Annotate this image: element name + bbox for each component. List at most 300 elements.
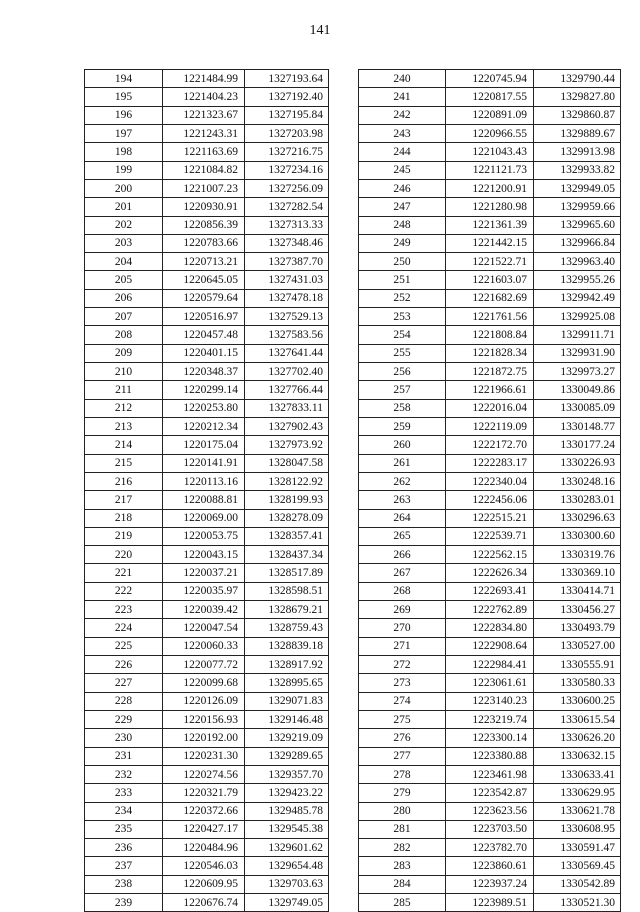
y-coordinate-cell: 1330414.71 [534,582,621,600]
y-coordinate-cell: 1330621.78 [534,802,621,820]
table-row [85,637,329,655]
point-number-cell: 238 [85,875,163,893]
table-row [359,839,621,857]
point-number-cell: 204 [85,253,163,271]
y-coordinate-cell: 1328917.92 [245,656,329,674]
x-coordinate-cell: 1221361.39 [446,216,534,234]
x-coordinate-cell: 1221442.15 [446,234,534,252]
point-number-cell: 270 [359,619,446,637]
x-coordinate-cell: 1220609.95 [163,875,245,893]
table-row [85,564,329,582]
y-coordinate-cell: 1330600.25 [534,692,621,710]
x-coordinate-cell: 1223542.87 [446,784,534,802]
y-coordinate-cell: 1327313.33 [245,216,329,234]
x-coordinate-cell: 1221872.75 [446,363,534,381]
point-number-cell: 205 [85,271,163,289]
x-coordinate-cell: 1223461.98 [446,765,534,783]
point-number-cell: 276 [359,729,446,747]
x-coordinate-cell: 1222119.09 [446,417,534,435]
y-coordinate-cell: 1329911.71 [534,326,621,344]
table-row [85,747,329,765]
x-coordinate-cell: 1221828.34 [446,344,534,362]
y-coordinate-cell: 1330629.95 [534,784,621,802]
point-number-cell: 275 [359,710,446,728]
y-coordinate-cell: 1329933.82 [534,161,621,179]
y-coordinate-cell: 1329146.48 [245,710,329,728]
x-coordinate-cell: 1222626.34 [446,564,534,582]
x-coordinate-cell: 1222016.04 [446,399,534,417]
x-coordinate-cell: 1220037.21 [163,564,245,582]
point-number-cell: 216 [85,472,163,490]
table-row [85,820,329,838]
x-coordinate-cell: 1223937.24 [446,875,534,893]
point-number-cell: 218 [85,509,163,527]
y-coordinate-cell: 1328598.51 [245,582,329,600]
y-coordinate-cell: 1327478.18 [245,289,329,307]
table-row [85,198,329,216]
x-coordinate-cell: 1222762.89 [446,601,534,619]
table-row [359,216,621,234]
x-coordinate-cell: 1223300.14 [446,729,534,747]
x-coordinate-cell: 1223860.61 [446,857,534,875]
y-coordinate-cell: 1329889.67 [534,124,621,142]
point-number-cell: 201 [85,198,163,216]
x-coordinate-cell: 1221043.43 [446,143,534,161]
x-coordinate-cell: 1222562.15 [446,546,534,564]
table-row [85,601,329,619]
point-number-cell: 267 [359,564,446,582]
point-number-cell: 222 [85,582,163,600]
table-row [359,674,621,692]
table-row [359,234,621,252]
point-number-cell: 234 [85,802,163,820]
point-number-cell: 242 [359,106,446,124]
point-number-cell: 220 [85,546,163,564]
y-coordinate-cell: 1328995.65 [245,674,329,692]
table-row [85,161,329,179]
x-coordinate-cell: 1220113.16 [163,472,245,490]
table-row [359,70,621,88]
point-number-cell: 217 [85,491,163,509]
point-number-cell: 280 [359,802,446,820]
y-coordinate-cell: 1330521.30 [534,894,621,912]
table-row [85,582,329,600]
table-row [359,784,621,802]
x-coordinate-cell: 1222984.41 [446,656,534,674]
x-coordinate-cell: 1220035.97 [163,582,245,600]
y-coordinate-cell: 1329289.65 [245,747,329,765]
y-coordinate-cell: 1328122.92 [245,472,329,490]
x-coordinate-cell: 1220856.39 [163,216,245,234]
table-row [85,253,329,271]
table-row [359,308,621,326]
y-coordinate-cell: 1330632.15 [534,747,621,765]
point-number-cell: 272 [359,656,446,674]
table-row [85,124,329,142]
table-row [359,527,621,545]
y-coordinate-cell: 1330542.89 [534,875,621,893]
point-number-cell: 251 [359,271,446,289]
x-coordinate-cell: 1223782.70 [446,839,534,857]
y-coordinate-cell: 1329827.80 [534,88,621,106]
point-number-cell: 206 [85,289,163,307]
x-coordinate-cell: 1221084.82 [163,161,245,179]
point-number-cell: 211 [85,381,163,399]
x-coordinate-cell: 1220053.75 [163,527,245,545]
table-row [85,88,329,106]
y-coordinate-cell: 1329973.27 [534,363,621,381]
x-coordinate-cell: 1221522.71 [446,253,534,271]
point-number-cell: 202 [85,216,163,234]
table-row [359,710,621,728]
table-row [85,710,329,728]
y-coordinate-cell: 1327195.84 [245,106,329,124]
table-row [359,417,621,435]
point-number-cell: 261 [359,454,446,472]
table-row [359,875,621,893]
point-number-cell: 271 [359,637,446,655]
x-coordinate-cell: 1221323.67 [163,106,245,124]
point-number-cell: 248 [359,216,446,234]
table-row [359,399,621,417]
table-row [359,509,621,527]
y-coordinate-cell: 1330226.93 [534,454,621,472]
x-coordinate-cell: 1220891.09 [446,106,534,124]
point-number-cell: 235 [85,820,163,838]
point-number-cell: 258 [359,399,446,417]
table-row [85,619,329,637]
point-number-cell: 253 [359,308,446,326]
x-coordinate-cell: 1221163.69 [163,143,245,161]
y-coordinate-cell: 1330177.24 [534,436,621,454]
x-coordinate-cell: 1220047.54 [163,619,245,637]
x-coordinate-cell: 1220299.14 [163,381,245,399]
point-number-cell: 268 [359,582,446,600]
y-coordinate-cell: 1327529.13 [245,308,329,326]
y-coordinate-cell: 1330527.00 [534,637,621,655]
point-number-cell: 208 [85,326,163,344]
x-coordinate-cell: 1223380.88 [446,747,534,765]
y-coordinate-cell: 1328759.43 [245,619,329,637]
y-coordinate-cell: 1329545.38 [245,820,329,838]
point-number-cell: 254 [359,326,446,344]
point-number-cell: 262 [359,472,446,490]
table-row [359,179,621,197]
y-coordinate-cell: 1327348.46 [245,234,329,252]
point-number-cell: 214 [85,436,163,454]
point-number-cell: 213 [85,417,163,435]
point-number-cell: 247 [359,198,446,216]
point-number-cell: 278 [359,765,446,783]
table-row [359,472,621,490]
table-row [85,656,329,674]
y-coordinate-cell: 1327193.64 [245,70,329,88]
y-coordinate-cell: 1327192.40 [245,88,329,106]
x-coordinate-cell: 1220156.93 [163,710,245,728]
point-number-cell: 255 [359,344,446,362]
point-number-cell: 212 [85,399,163,417]
y-coordinate-cell: 1329942.49 [534,289,621,307]
y-coordinate-cell: 1330555.91 [534,656,621,674]
x-coordinate-cell: 1220126.09 [163,692,245,710]
point-number-cell: 269 [359,601,446,619]
y-coordinate-cell: 1330626.20 [534,729,621,747]
x-coordinate-cell: 1220069.00 [163,509,245,527]
table-row [359,326,621,344]
x-coordinate-cell: 1220579.64 [163,289,245,307]
y-coordinate-cell: 1327902.43 [245,417,329,435]
point-number-cell: 241 [359,88,446,106]
y-coordinate-cell: 1327431.03 [245,271,329,289]
point-number-cell: 197 [85,124,163,142]
table-row [85,417,329,435]
table-row [85,472,329,490]
y-coordinate-cell: 1329931.90 [534,344,621,362]
table-row [85,454,329,472]
table-row [359,857,621,875]
x-coordinate-cell: 1221404.23 [163,88,245,106]
table-row [359,88,621,106]
point-number-cell: 223 [85,601,163,619]
table-row [85,308,329,326]
x-coordinate-cell: 1221966.61 [446,381,534,399]
point-number-cell: 229 [85,710,163,728]
y-coordinate-cell: 1327766.44 [245,381,329,399]
x-coordinate-cell: 1220713.21 [163,253,245,271]
y-coordinate-cell: 1327583.56 [245,326,329,344]
y-coordinate-cell: 1327702.40 [245,363,329,381]
point-number-cell: 274 [359,692,446,710]
y-coordinate-cell: 1329790.44 [534,70,621,88]
point-number-cell: 231 [85,747,163,765]
y-coordinate-cell: 1327387.70 [245,253,329,271]
table-row [85,381,329,399]
y-coordinate-cell: 1327234.16 [245,161,329,179]
table-row [359,564,621,582]
y-coordinate-cell: 1328047.58 [245,454,329,472]
x-coordinate-cell: 1221007.23 [163,179,245,197]
y-coordinate-cell: 1328278.09 [245,509,329,527]
x-coordinate-cell: 1221243.31 [163,124,245,142]
table-row [359,802,621,820]
y-coordinate-cell: 1328357.41 [245,527,329,545]
x-coordinate-cell: 1222834.80 [446,619,534,637]
table-row [359,271,621,289]
x-coordinate-cell: 1223623.56 [446,802,534,820]
y-coordinate-cell: 1330369.10 [534,564,621,582]
point-number-cell: 195 [85,88,163,106]
coordinates-table-left [84,69,329,912]
y-coordinate-cell: 1328199.93 [245,491,329,509]
point-number-cell: 239 [85,894,163,912]
x-coordinate-cell: 1220099.68 [163,674,245,692]
point-number-cell: 273 [359,674,446,692]
table-row [359,363,621,381]
table-row [359,491,621,509]
x-coordinate-cell: 1220077.72 [163,656,245,674]
point-number-cell: 257 [359,381,446,399]
table-row [85,106,329,124]
table-row [85,234,329,252]
table-row [359,747,621,765]
x-coordinate-cell: 1220039.42 [163,601,245,619]
point-number-cell: 224 [85,619,163,637]
x-coordinate-cell: 1222908.64 [446,637,534,655]
point-number-cell: 200 [85,179,163,197]
y-coordinate-cell: 1329925.08 [534,308,621,326]
y-coordinate-cell: 1329965.60 [534,216,621,234]
x-coordinate-cell: 1220676.74 [163,894,245,912]
table-row [85,692,329,710]
point-number-cell: 207 [85,308,163,326]
y-coordinate-cell: 1329423.22 [245,784,329,802]
y-coordinate-cell: 1329963.40 [534,253,621,271]
x-coordinate-cell: 1221682.69 [446,289,534,307]
y-coordinate-cell: 1330319.76 [534,546,621,564]
y-coordinate-cell: 1330456.27 [534,601,621,619]
x-coordinate-cell: 1220212.34 [163,417,245,435]
table-row [359,692,621,710]
y-coordinate-cell: 1330569.45 [534,857,621,875]
x-coordinate-cell: 1221280.98 [446,198,534,216]
y-coordinate-cell: 1329949.05 [534,179,621,197]
y-coordinate-cell: 1330633.41 [534,765,621,783]
table-row [85,344,329,362]
table-row [85,765,329,783]
point-number-cell: 227 [85,674,163,692]
table-row [359,729,621,747]
y-coordinate-cell: 1328679.21 [245,601,329,619]
x-coordinate-cell: 1220930.91 [163,198,245,216]
point-number-cell: 264 [359,509,446,527]
y-coordinate-cell: 1330296.63 [534,509,621,527]
point-number-cell: 232 [85,765,163,783]
x-coordinate-cell: 1223061.61 [446,674,534,692]
y-coordinate-cell: 1330283.01 [534,491,621,509]
table-row [85,509,329,527]
y-coordinate-cell: 1329219.09 [245,729,329,747]
table-row [359,344,621,362]
table-row [85,363,329,381]
x-coordinate-cell: 1222456.06 [446,491,534,509]
point-number-cell: 250 [359,253,446,271]
table-row [85,436,329,454]
x-coordinate-cell: 1220484.96 [163,839,245,857]
table-row [359,161,621,179]
table-row [85,289,329,307]
y-coordinate-cell: 1330608.95 [534,820,621,838]
x-coordinate-cell: 1220192.00 [163,729,245,747]
y-coordinate-cell: 1328437.34 [245,546,329,564]
table-row [85,399,329,417]
y-coordinate-cell: 1329955.26 [534,271,621,289]
table-row [359,106,621,124]
point-number-cell: 221 [85,564,163,582]
x-coordinate-cell: 1221121.73 [446,161,534,179]
x-coordinate-cell: 1222283.17 [446,454,534,472]
table-row [359,198,621,216]
x-coordinate-cell: 1220060.33 [163,637,245,655]
y-coordinate-cell: 1330493.79 [534,619,621,637]
y-coordinate-cell: 1329966.84 [534,234,621,252]
y-coordinate-cell: 1329959.66 [534,198,621,216]
point-number-cell: 228 [85,692,163,710]
y-coordinate-cell: 1329485.78 [245,802,329,820]
point-number-cell: 266 [359,546,446,564]
point-number-cell: 256 [359,363,446,381]
table-row [359,143,621,161]
point-number-cell: 260 [359,436,446,454]
x-coordinate-cell: 1221200.91 [446,179,534,197]
point-number-cell: 259 [359,417,446,435]
page-number: 141 [309,23,331,38]
table-row [85,326,329,344]
x-coordinate-cell: 1223703.50 [446,820,534,838]
point-number-cell: 279 [359,784,446,802]
y-coordinate-cell: 1329703.63 [245,875,329,893]
x-coordinate-cell: 1220321.79 [163,784,245,802]
table-row [359,436,621,454]
point-number-cell: 237 [85,857,163,875]
table-row [359,820,621,838]
y-coordinate-cell: 1329913.98 [534,143,621,161]
x-coordinate-cell: 1220253.80 [163,399,245,417]
table-row [85,216,329,234]
y-coordinate-cell: 1329357.70 [245,765,329,783]
y-coordinate-cell: 1330248.16 [534,472,621,490]
x-coordinate-cell: 1220043.15 [163,546,245,564]
point-number-cell: 283 [359,857,446,875]
table-row [359,381,621,399]
table-row [85,179,329,197]
point-number-cell: 236 [85,839,163,857]
y-coordinate-cell: 1327833.11 [245,399,329,417]
x-coordinate-cell: 1220401.15 [163,344,245,362]
y-coordinate-cell: 1330300.60 [534,527,621,545]
x-coordinate-cell: 1220745.94 [446,70,534,88]
x-coordinate-cell: 1220966.55 [446,124,534,142]
point-number-cell: 194 [85,70,163,88]
table-row [359,619,621,637]
table-row [359,546,621,564]
x-coordinate-cell: 1220817.55 [446,88,534,106]
point-number-cell: 285 [359,894,446,912]
x-coordinate-cell: 1223989.51 [446,894,534,912]
x-coordinate-cell: 1220231.30 [163,747,245,765]
x-coordinate-cell: 1222693.41 [446,582,534,600]
point-number-cell: 277 [359,747,446,765]
point-number-cell: 249 [359,234,446,252]
coordinates-table-right [358,69,621,912]
point-number-cell: 226 [85,656,163,674]
x-coordinate-cell: 1222515.21 [446,509,534,527]
y-coordinate-cell: 1327282.54 [245,198,329,216]
point-number-cell: 281 [359,820,446,838]
table-row [85,674,329,692]
y-coordinate-cell: 1330591.47 [534,839,621,857]
point-number-cell: 196 [85,106,163,124]
table-row [359,637,621,655]
point-number-cell: 198 [85,143,163,161]
point-number-cell: 246 [359,179,446,197]
point-number-cell: 219 [85,527,163,545]
table-row [85,857,329,875]
point-number-cell: 245 [359,161,446,179]
y-coordinate-cell: 1329860.87 [534,106,621,124]
y-coordinate-cell: 1327641.44 [245,344,329,362]
point-number-cell: 282 [359,839,446,857]
x-coordinate-cell: 1220141.91 [163,454,245,472]
